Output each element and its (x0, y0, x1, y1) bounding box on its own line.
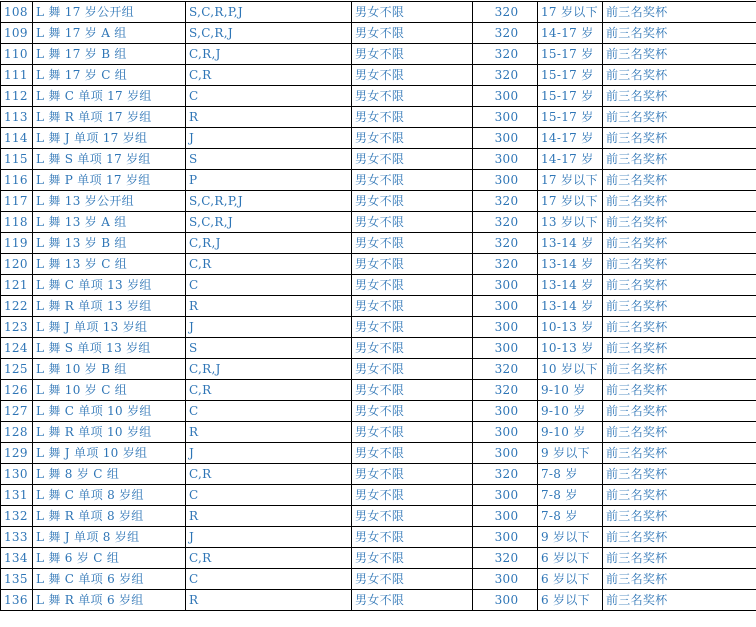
age-range-cell: 6 岁以下 (538, 548, 603, 569)
dance-items-cell: S,C,R,P,J (186, 2, 352, 23)
entry-fee-cell: 300 (473, 149, 538, 170)
age-range-cell: 13-14 岁 (538, 254, 603, 275)
event-name-cell: L 舞 S 单项 13 岁组 (33, 338, 186, 359)
event-name-cell: L 舞 17 岁 C 组 (33, 65, 186, 86)
gender-cell: 男女不限 (352, 128, 473, 149)
award-cell: 前三名奖杯 (603, 170, 756, 191)
entry-fee-cell: 300 (473, 170, 538, 191)
entry-fee-cell: 300 (473, 527, 538, 548)
entry-fee-cell: 320 (473, 380, 538, 401)
event-number-cell: 127 (1, 401, 33, 422)
dance-items-cell: C,R (186, 65, 352, 86)
award-cell: 前三名奖杯 (603, 233, 756, 254)
table-row (1, 401, 756, 422)
event-number-cell: 120 (1, 254, 33, 275)
entry-fee-cell: 300 (473, 422, 538, 443)
event-name-cell: L 舞 R 单项 17 岁组 (33, 107, 186, 128)
event-number-cell: 115 (1, 149, 33, 170)
gender-cell: 男女不限 (352, 422, 473, 443)
gender-cell: 男女不限 (352, 485, 473, 506)
event-name-cell: L 舞 R 单项 6 岁组 (33, 590, 186, 611)
table-row (1, 86, 756, 107)
gender-cell: 男女不限 (352, 254, 473, 275)
gender-cell: 男女不限 (352, 359, 473, 380)
gender-cell: 男女不限 (352, 275, 473, 296)
gender-cell: 男女不限 (352, 170, 473, 191)
gender-cell: 男女不限 (352, 44, 473, 65)
event-number-cell: 130 (1, 464, 33, 485)
table-row (1, 443, 756, 464)
event-name-cell: L 舞 10 岁 B 组 (33, 359, 186, 380)
dance-items-cell: R (186, 107, 352, 128)
event-name-cell: L 舞 J 单项 8 岁组 (33, 527, 186, 548)
dance-items-cell: C,R (186, 254, 352, 275)
age-range-cell: 13-14 岁 (538, 296, 603, 317)
event-name-cell: L 舞 13 岁 C 组 (33, 254, 186, 275)
event-name-cell: L 舞 10 岁 C 组 (33, 380, 186, 401)
entry-fee-cell: 320 (473, 65, 538, 86)
entry-fee-cell: 300 (473, 275, 538, 296)
table-row (1, 254, 756, 275)
award-cell: 前三名奖杯 (603, 44, 756, 65)
award-cell: 前三名奖杯 (603, 2, 756, 23)
event-name-cell: L 舞 17 岁公开组 (33, 2, 186, 23)
table-row (1, 212, 756, 233)
event-name-cell: L 舞 13 岁公开组 (33, 191, 186, 212)
entry-fee-cell: 320 (473, 212, 538, 233)
table-row (1, 569, 756, 590)
entry-fee-cell: 300 (473, 128, 538, 149)
gender-cell: 男女不限 (352, 380, 473, 401)
dance-items-cell: J (186, 443, 352, 464)
age-range-cell: 7-8 岁 (538, 485, 603, 506)
table-row (1, 170, 756, 191)
table-row (1, 23, 756, 44)
age-range-cell: 9 岁以下 (538, 527, 603, 548)
gender-cell: 男女不限 (352, 149, 473, 170)
age-range-cell: 7-8 岁 (538, 464, 603, 485)
entry-fee-cell: 320 (473, 548, 538, 569)
award-cell: 前三名奖杯 (603, 23, 756, 44)
age-range-cell: 6 岁以下 (538, 569, 603, 590)
dance-items-cell: P (186, 170, 352, 191)
award-cell: 前三名奖杯 (603, 191, 756, 212)
event-name-cell: L 舞 C 单项 8 岁组 (33, 485, 186, 506)
event-number-cell: 117 (1, 191, 33, 212)
event-number-cell: 122 (1, 296, 33, 317)
age-range-cell: 10 岁以下 (538, 359, 603, 380)
award-cell: 前三名奖杯 (603, 212, 756, 233)
table-row (1, 527, 756, 548)
gender-cell: 男女不限 (352, 212, 473, 233)
table-row (1, 191, 756, 212)
table-row (1, 149, 756, 170)
event-number-cell: 119 (1, 233, 33, 254)
event-name-cell: L 舞 13 岁 A 组 (33, 212, 186, 233)
age-range-cell: 10-13 岁 (538, 338, 603, 359)
table-row (1, 317, 756, 338)
event-name-cell: L 舞 C 单项 10 岁组 (33, 401, 186, 422)
dance-items-cell: S (186, 338, 352, 359)
dance-items-cell: S (186, 149, 352, 170)
award-cell: 前三名奖杯 (603, 107, 756, 128)
event-number-cell: 114 (1, 128, 33, 149)
event-name-cell: L 舞 R 单项 13 岁组 (33, 296, 186, 317)
gender-cell: 男女不限 (352, 233, 473, 254)
event-number-cell: 123 (1, 317, 33, 338)
award-cell: 前三名奖杯 (603, 65, 756, 86)
gender-cell: 男女不限 (352, 338, 473, 359)
table-body (1, 2, 756, 611)
table-row (1, 275, 756, 296)
gender-cell: 男女不限 (352, 191, 473, 212)
dance-items-cell: J (186, 128, 352, 149)
entry-fee-cell: 320 (473, 23, 538, 44)
dance-items-cell: C,R (186, 548, 352, 569)
dance-items-cell: R (186, 296, 352, 317)
dance-items-cell: R (186, 590, 352, 611)
award-cell: 前三名奖杯 (603, 254, 756, 275)
event-number-cell: 118 (1, 212, 33, 233)
event-name-cell: L 舞 C 单项 6 岁组 (33, 569, 186, 590)
entry-fee-cell: 300 (473, 317, 538, 338)
entry-fee-cell: 320 (473, 359, 538, 380)
age-range-cell: 15-17 岁 (538, 107, 603, 128)
event-number-cell: 111 (1, 65, 33, 86)
table-row (1, 485, 756, 506)
age-range-cell: 15-17 岁 (538, 86, 603, 107)
entry-fee-cell: 300 (473, 443, 538, 464)
entry-fee-cell: 300 (473, 86, 538, 107)
event-name-cell: L 舞 17 岁 B 组 (33, 44, 186, 65)
event-name-cell: L 舞 J 单项 17 岁组 (33, 128, 186, 149)
dance-items-cell: S,C,R,J (186, 23, 352, 44)
entry-fee-cell: 320 (473, 464, 538, 485)
gender-cell: 男女不限 (352, 506, 473, 527)
age-range-cell: 17 岁以下 (538, 170, 603, 191)
event-name-cell: L 舞 17 岁 A 组 (33, 23, 186, 44)
table-row (1, 44, 756, 65)
table-row (1, 380, 756, 401)
award-cell: 前三名奖杯 (603, 464, 756, 485)
award-cell: 前三名奖杯 (603, 548, 756, 569)
table-row (1, 422, 756, 443)
gender-cell: 男女不限 (352, 2, 473, 23)
age-range-cell: 13-14 岁 (538, 275, 603, 296)
age-range-cell: 15-17 岁 (538, 65, 603, 86)
age-range-cell: 14-17 岁 (538, 128, 603, 149)
entry-fee-cell: 320 (473, 191, 538, 212)
table-row (1, 590, 756, 611)
age-range-cell: 9-10 岁 (538, 401, 603, 422)
age-range-cell: 13-14 岁 (538, 233, 603, 254)
table-row (1, 233, 756, 254)
event-name-cell: L 舞 J 单项 10 岁组 (33, 443, 186, 464)
event-name-cell: L 舞 C 单项 13 岁组 (33, 275, 186, 296)
age-range-cell: 6 岁以下 (538, 590, 603, 611)
award-cell: 前三名奖杯 (603, 317, 756, 338)
age-range-cell: 7-8 岁 (538, 506, 603, 527)
age-range-cell: 9 岁以下 (538, 443, 603, 464)
entry-fee-cell: 320 (473, 254, 538, 275)
dance-items-cell: R (186, 506, 352, 527)
age-range-cell: 9-10 岁 (538, 380, 603, 401)
gender-cell: 男女不限 (352, 65, 473, 86)
event-name-cell: L 舞 P 单项 17 岁组 (33, 170, 186, 191)
dance-items-cell: C (186, 401, 352, 422)
entry-fee-cell: 320 (473, 233, 538, 254)
table-row (1, 464, 756, 485)
event-table (0, 1, 756, 611)
entry-fee-cell: 320 (473, 44, 538, 65)
dance-items-cell: C,R (186, 380, 352, 401)
event-name-cell: L 舞 J 单项 13 岁组 (33, 317, 186, 338)
entry-fee-cell: 320 (473, 2, 538, 23)
award-cell: 前三名奖杯 (603, 506, 756, 527)
dance-items-cell: C,R,J (186, 359, 352, 380)
award-cell: 前三名奖杯 (603, 275, 756, 296)
event-number-cell: 110 (1, 44, 33, 65)
gender-cell: 男女不限 (352, 23, 473, 44)
dance-items-cell: S,C,R,J (186, 212, 352, 233)
event-number-cell: 128 (1, 422, 33, 443)
table-row (1, 128, 756, 149)
event-name-cell: L 舞 C 单项 17 岁组 (33, 86, 186, 107)
event-name-cell: L 舞 S 单项 17 岁组 (33, 149, 186, 170)
event-number-cell: 133 (1, 527, 33, 548)
dance-items-cell: J (186, 317, 352, 338)
entry-fee-cell: 300 (473, 296, 538, 317)
award-cell: 前三名奖杯 (603, 380, 756, 401)
award-cell: 前三名奖杯 (603, 359, 756, 380)
event-number-cell: 116 (1, 170, 33, 191)
table-row (1, 296, 756, 317)
age-range-cell: 14-17 岁 (538, 149, 603, 170)
dance-items-cell: J (186, 527, 352, 548)
award-cell: 前三名奖杯 (603, 485, 756, 506)
award-cell: 前三名奖杯 (603, 296, 756, 317)
gender-cell: 男女不限 (352, 464, 473, 485)
event-number-cell: 109 (1, 23, 33, 44)
dance-items-cell: C (186, 275, 352, 296)
gender-cell: 男女不限 (352, 401, 473, 422)
dance-items-cell: C,R,J (186, 233, 352, 254)
entry-fee-cell: 300 (473, 485, 538, 506)
event-number-cell: 126 (1, 380, 33, 401)
gender-cell: 男女不限 (352, 569, 473, 590)
event-number-cell: 136 (1, 590, 33, 611)
award-cell: 前三名奖杯 (603, 149, 756, 170)
event-number-cell: 134 (1, 548, 33, 569)
event-number-cell: 132 (1, 506, 33, 527)
table-row (1, 359, 756, 380)
entry-fee-cell: 300 (473, 338, 538, 359)
dance-items-cell: C,R,J (186, 44, 352, 65)
event-number-cell: 124 (1, 338, 33, 359)
entry-fee-cell: 300 (473, 107, 538, 128)
gender-cell: 男女不限 (352, 317, 473, 338)
event-number-cell: 121 (1, 275, 33, 296)
dance-items-cell: R (186, 422, 352, 443)
award-cell: 前三名奖杯 (603, 86, 756, 107)
gender-cell: 男女不限 (352, 527, 473, 548)
event-number-cell: 108 (1, 2, 33, 23)
dance-items-cell: C (186, 569, 352, 590)
entry-fee-cell: 300 (473, 590, 538, 611)
event-number-cell: 129 (1, 443, 33, 464)
gender-cell: 男女不限 (352, 548, 473, 569)
dance-items-cell: C (186, 485, 352, 506)
table-row (1, 338, 756, 359)
age-range-cell: 14-17 岁 (538, 23, 603, 44)
entry-fee-cell: 300 (473, 506, 538, 527)
gender-cell: 男女不限 (352, 590, 473, 611)
event-name-cell: L 舞 R 单项 8 岁组 (33, 506, 186, 527)
age-range-cell: 9-10 岁 (538, 422, 603, 443)
award-cell: 前三名奖杯 (603, 590, 756, 611)
entry-fee-cell: 300 (473, 401, 538, 422)
event-number-cell: 135 (1, 569, 33, 590)
award-cell: 前三名奖杯 (603, 443, 756, 464)
table-row (1, 506, 756, 527)
table-row (1, 65, 756, 86)
table-row (1, 548, 756, 569)
age-range-cell: 17 岁以下 (538, 2, 603, 23)
award-cell: 前三名奖杯 (603, 128, 756, 149)
gender-cell: 男女不限 (352, 107, 473, 128)
age-range-cell: 17 岁以下 (538, 191, 603, 212)
award-cell: 前三名奖杯 (603, 569, 756, 590)
dance-items-cell: C,R (186, 464, 352, 485)
event-number-cell: 112 (1, 86, 33, 107)
entry-fee-cell: 300 (473, 569, 538, 590)
event-name-cell: L 舞 8 岁 C 组 (33, 464, 186, 485)
event-number-cell: 131 (1, 485, 33, 506)
event-name-cell: L 舞 6 岁 C 组 (33, 548, 186, 569)
table-row (1, 107, 756, 128)
award-cell: 前三名奖杯 (603, 527, 756, 548)
event-name-cell: L 舞 13 岁 B 组 (33, 233, 186, 254)
table-row (1, 2, 756, 23)
dance-items-cell: C (186, 86, 352, 107)
age-range-cell: 10-13 岁 (538, 317, 603, 338)
award-cell: 前三名奖杯 (603, 401, 756, 422)
dance-items-cell: S,C,R,P,J (186, 191, 352, 212)
gender-cell: 男女不限 (352, 86, 473, 107)
award-cell: 前三名奖杯 (603, 338, 756, 359)
event-number-cell: 125 (1, 359, 33, 380)
award-cell: 前三名奖杯 (603, 422, 756, 443)
age-range-cell: 15-17 岁 (538, 44, 603, 65)
age-range-cell: 13 岁以下 (538, 212, 603, 233)
event-number-cell: 113 (1, 107, 33, 128)
gender-cell: 男女不限 (352, 296, 473, 317)
event-name-cell: L 舞 R 单项 10 岁组 (33, 422, 186, 443)
gender-cell: 男女不限 (352, 443, 473, 464)
